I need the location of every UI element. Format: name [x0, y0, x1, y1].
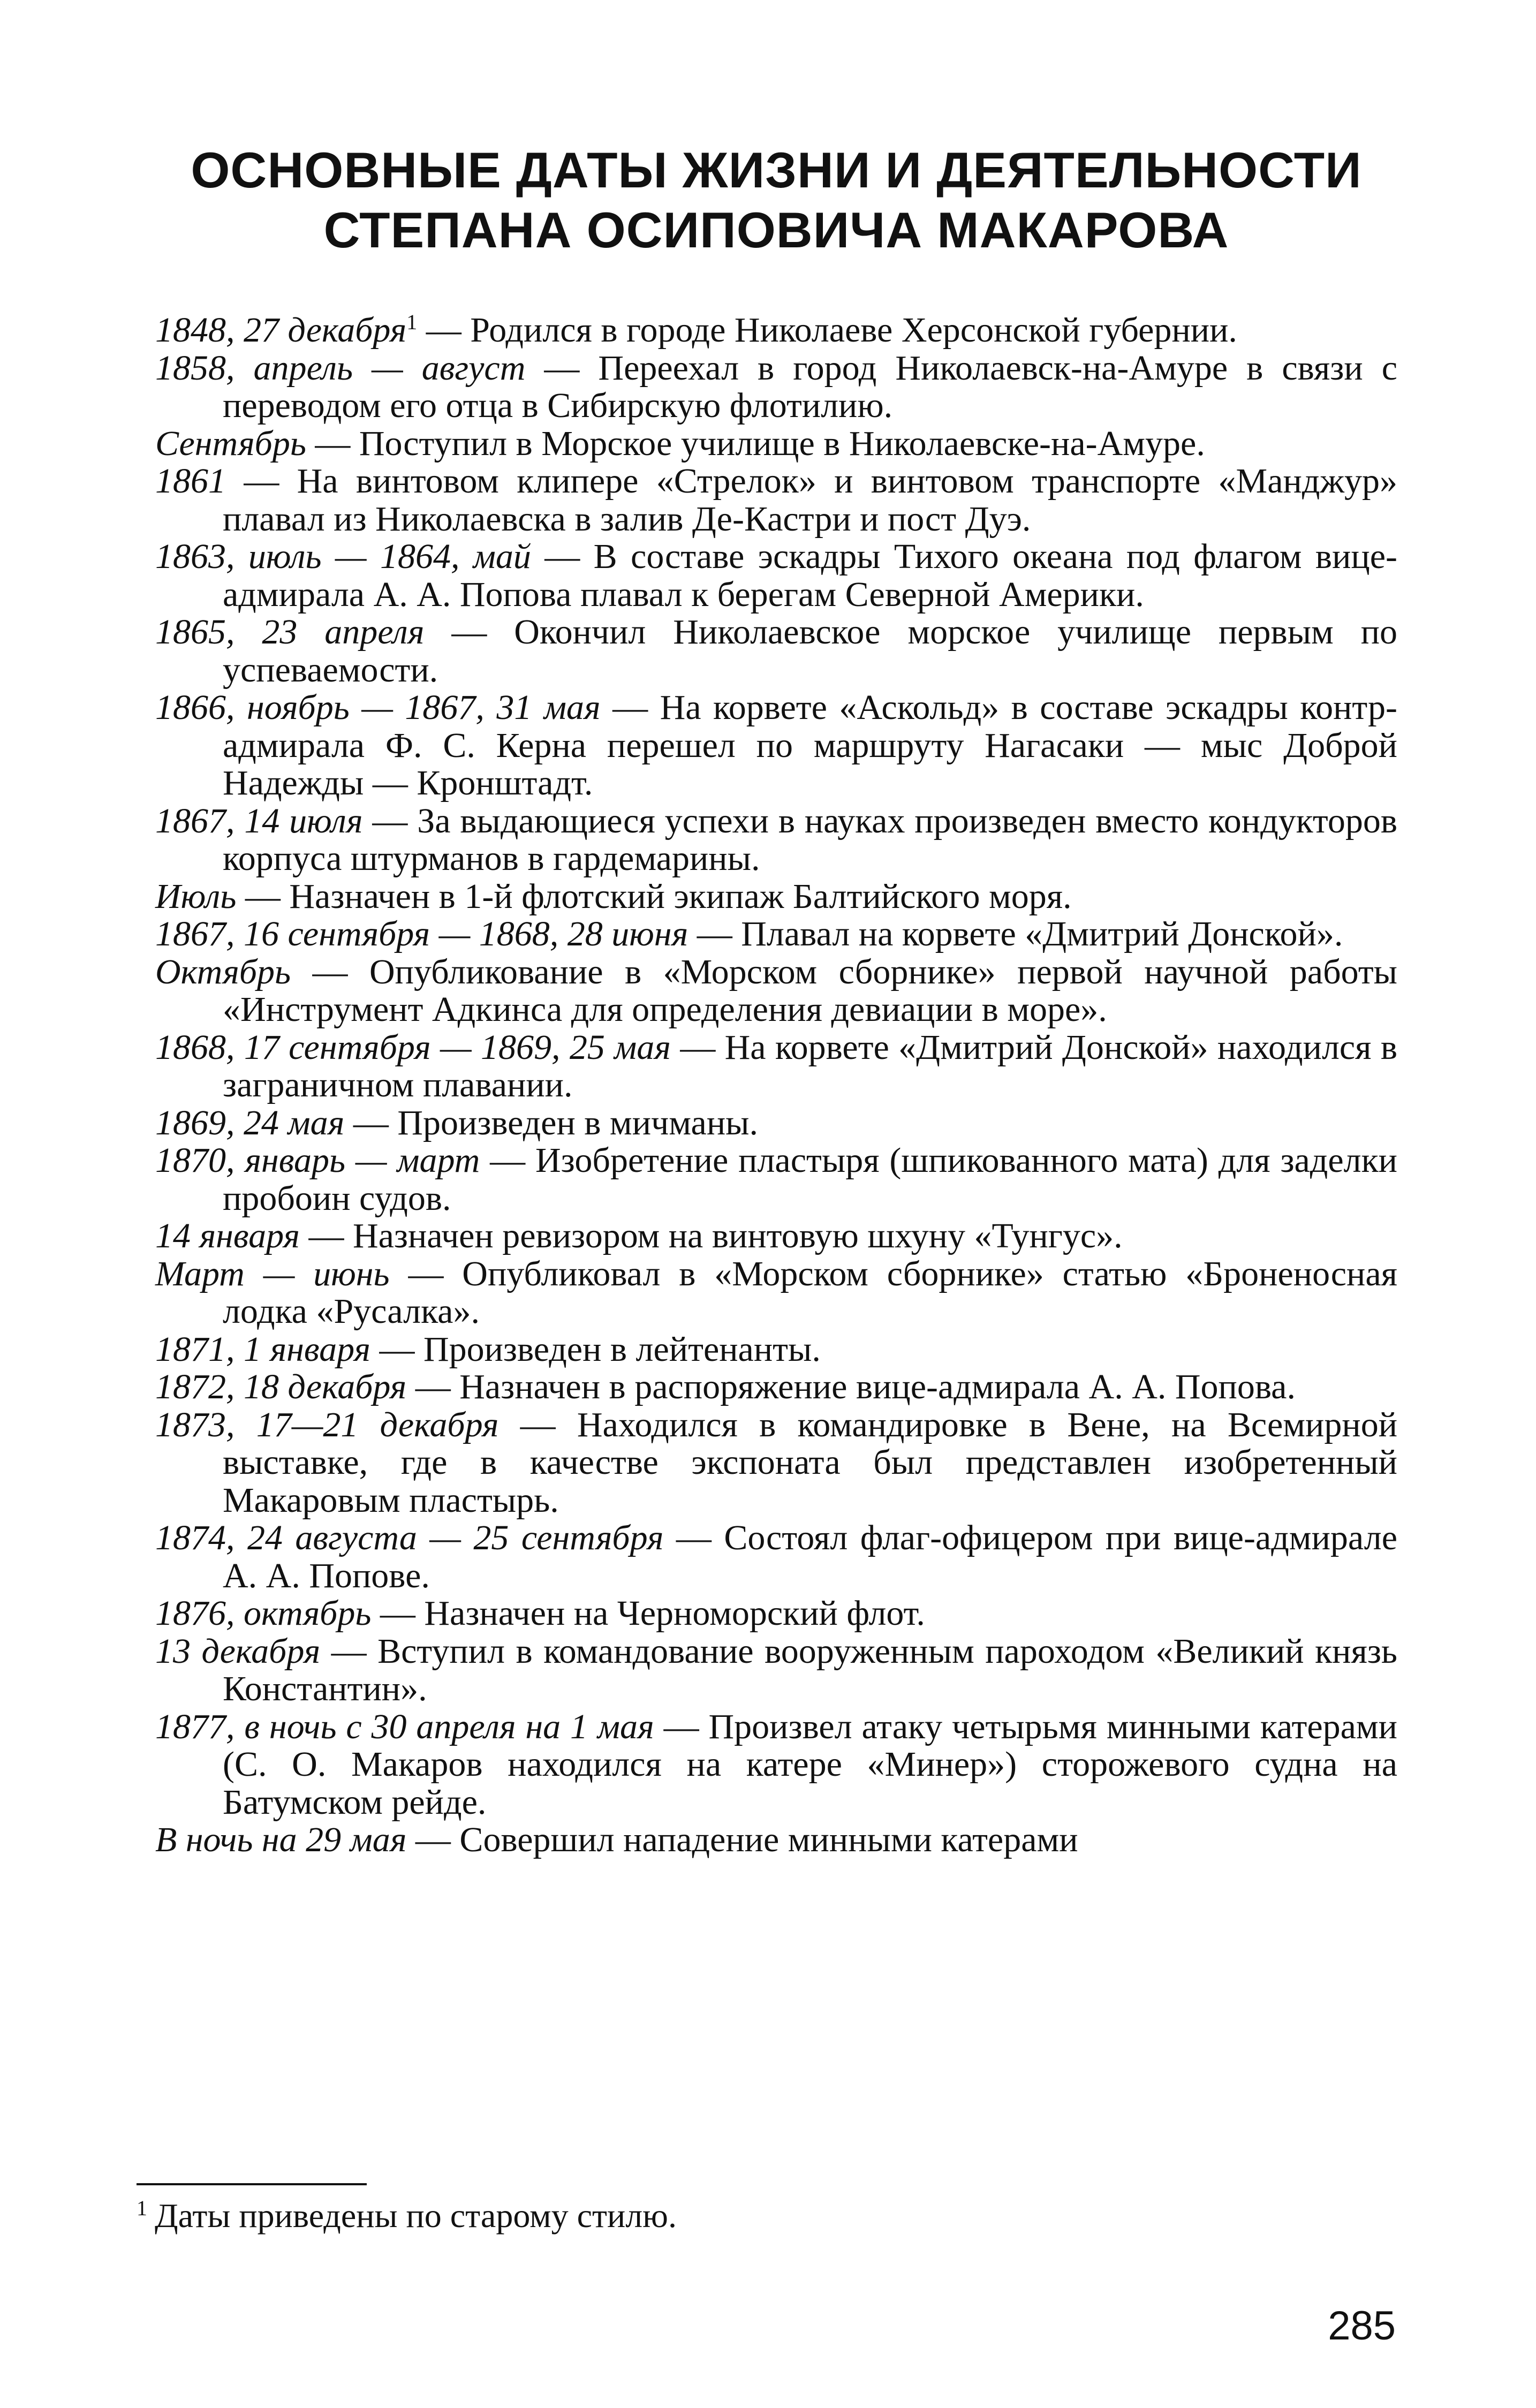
entry-text: — Переехал в город Николаевск-на-Амуре в связи с переводом его отца в Сибирскую флотилию.	[223, 348, 1397, 425]
entry-date: 1871, 1 января	[155, 1329, 370, 1369]
title-line-2: СТЕПАНА ОСИПОВИЧА МАКАРОВА	[323, 202, 1229, 258]
entry-text: — Плавал на корвете «Дмитрий Донской».	[697, 914, 1343, 953]
entry-text: — Родился в городе Николаеве Херсонской губернии.	[426, 311, 1237, 350]
footnote	[137, 2197, 677, 2235]
entry-date: 1876, октябрь	[155, 1594, 372, 1633]
entry-date: 1865, 23 апреля	[155, 612, 425, 652]
entry-date: 1872, 18 декабря	[155, 1367, 407, 1406]
chronology-entry	[155, 1406, 1397, 1520]
entry-text: — Произвел атаку четырьмя минными катерами (С. О. Макаров находился на катере «Минер») сторожевого судна на Батумском рейде.	[223, 1707, 1397, 1822]
chronology-entry	[155, 953, 1397, 1029]
entry-text: — За выдающиеся успехи в науках произведен вместо кондукторов корпуса штурманов в гардемарины.	[223, 801, 1397, 878]
entry-date: 14 января	[155, 1216, 300, 1255]
entry-date: Март — июнь	[155, 1254, 390, 1293]
entry-text: — Совершил нападение минными катерами	[415, 1820, 1078, 1859]
entry-date: 1861	[155, 461, 226, 501]
chronology-entry	[155, 350, 1397, 425]
chronology-entry	[155, 425, 1397, 463]
entry-text: — На корвете «Аскольд» в составе эскадры контр-адмирала Ф. С. Керна перешел по маршруту Нагасаки — мыс Доброй Надежды — Кронштадт.	[223, 688, 1398, 802]
chronology-entry	[155, 1331, 1397, 1369]
chronology-entry	[155, 878, 1397, 916]
entry-date: 1873, 17—21 декабря	[155, 1405, 499, 1444]
chronology-entry	[155, 802, 1397, 878]
footnote-text: Даты приведены по старому стилю.	[155, 2197, 677, 2235]
chronology-entry	[155, 1029, 1397, 1104]
entry-text: — Поступил в Морское училище в Николаевске-на-Амуре.	[315, 423, 1205, 463]
chronology-entry	[155, 1708, 1397, 1822]
entry-text: — На винтовом клипере «Стрелок» и винтовом транспорте «Манджур» плавал из Николаевска в залив Де-Кастри и пост Дуэ.	[223, 461, 1398, 539]
entry-date: 1870, январь — март	[155, 1141, 480, 1180]
entry-date: 1868, 17 сентября — 1869, 25 мая	[155, 1027, 671, 1067]
entry-text: — Произведен в лейтенанты.	[379, 1329, 821, 1369]
entry-text: — Изобретение пластыря (шпикованного мата) для заделки пробоин судов.	[223, 1141, 1398, 1218]
chronology-entry	[155, 538, 1397, 614]
chronology-entry	[155, 689, 1397, 802]
entry-text: — Опубликование в «Морском сборнике» первой научной работы «Инструмент Адкинса для определения девиации в море».	[223, 952, 1398, 1029]
chronology-entry	[155, 1519, 1397, 1595]
chronology-list	[155, 312, 1397, 1859]
entry-text: — Вступил в командование вооруженным пароходом «Великий князь Константин».	[223, 1631, 1397, 1708]
chronology-entry	[155, 1142, 1397, 1217]
entry-text: — Назначен на Черноморский флот.	[380, 1594, 925, 1633]
entry-text: — Находился в командировке в Вене, на Всемирной выставке, где в качестве экспоната был представлен изобретенный Макаровым пластырь.	[223, 1405, 1398, 1520]
footnote-mark: 1	[137, 2195, 147, 2220]
chronology-entry	[155, 1217, 1397, 1255]
entry-text: — На корвете «Дмитрий Донской» находился в заграничном плавании.	[223, 1027, 1398, 1104]
entry-date: В ночь на 29 мая	[155, 1820, 407, 1859]
entry-text: — Опубликовал в «Морском сборнике» статью «Броненосная лодка «Русалка».	[223, 1254, 1398, 1331]
entry-text: — Назначен ревизором на винтовую шхуну «Тунгус».	[308, 1216, 1123, 1255]
entry-text: — Назначен в распоряжение вице-адмирала А. А. Попова.	[415, 1367, 1296, 1406]
page-title	[161, 140, 1392, 260]
chronology-entry	[155, 1821, 1397, 1859]
entry-date: 1867, 14 июля	[155, 801, 363, 840]
chronology-entry	[155, 1595, 1397, 1633]
chronology-entry	[155, 1633, 1397, 1708]
entry-date: 1858, апрель — август	[155, 348, 526, 388]
chronology-entry	[155, 915, 1397, 953]
chronology-entry	[155, 312, 1397, 350]
entry-date: Октябрь	[155, 952, 291, 991]
chronology-entry	[155, 1104, 1397, 1142]
entry-text: — Назначен в 1-й флотский экипаж Балтийского моря.	[245, 876, 1072, 916]
entry-text: — В составе эскадры Тихого океана под флагом вице-адмирала А. А. Попова плавал к берегам Северной Америки.	[223, 537, 1398, 614]
entry-date: Июль	[155, 876, 237, 916]
chronology-entry	[155, 1368, 1397, 1406]
footnote-divider	[137, 2183, 367, 2185]
entry-date: 1877, в ночь с 30 апреля на 1 мая	[155, 1707, 654, 1746]
chronology-entry	[155, 614, 1397, 689]
entry-date: 13 декабря	[155, 1631, 321, 1671]
footnote-reference: 1	[406, 310, 418, 334]
chronology-entry	[155, 463, 1397, 538]
entry-date: Сентябрь	[155, 423, 306, 463]
entry-text: — Окончил Николаевское морское училище первым по успеваемости.	[223, 612, 1398, 690]
chronology-entry	[155, 1255, 1397, 1331]
entry-date: 1866, ноябрь — 1867, 31 мая	[155, 688, 601, 727]
entry-date: 1848, 27 декабря	[155, 311, 407, 350]
title-line-1: ОСНОВНЫЕ ДАТЫ ЖИЗНИ И ДЕЯТЕЛЬНОСТИ	[191, 142, 1362, 198]
entry-text: — Состоял флаг-офицером при вице-адмирале А. А. Попове.	[223, 1518, 1397, 1595]
entry-date: 1863, июль — 1864, май	[155, 537, 531, 576]
entry-date: 1869, 24 мая	[155, 1103, 345, 1142]
entry-date: 1874, 24 августа — 25 сентября	[155, 1518, 664, 1557]
page-number: 285	[1328, 2303, 1396, 2349]
entry-text: — Произведен в мичманы.	[353, 1103, 758, 1142]
entry-date: 1867, 16 сентября — 1868, 28 июня	[155, 914, 688, 953]
